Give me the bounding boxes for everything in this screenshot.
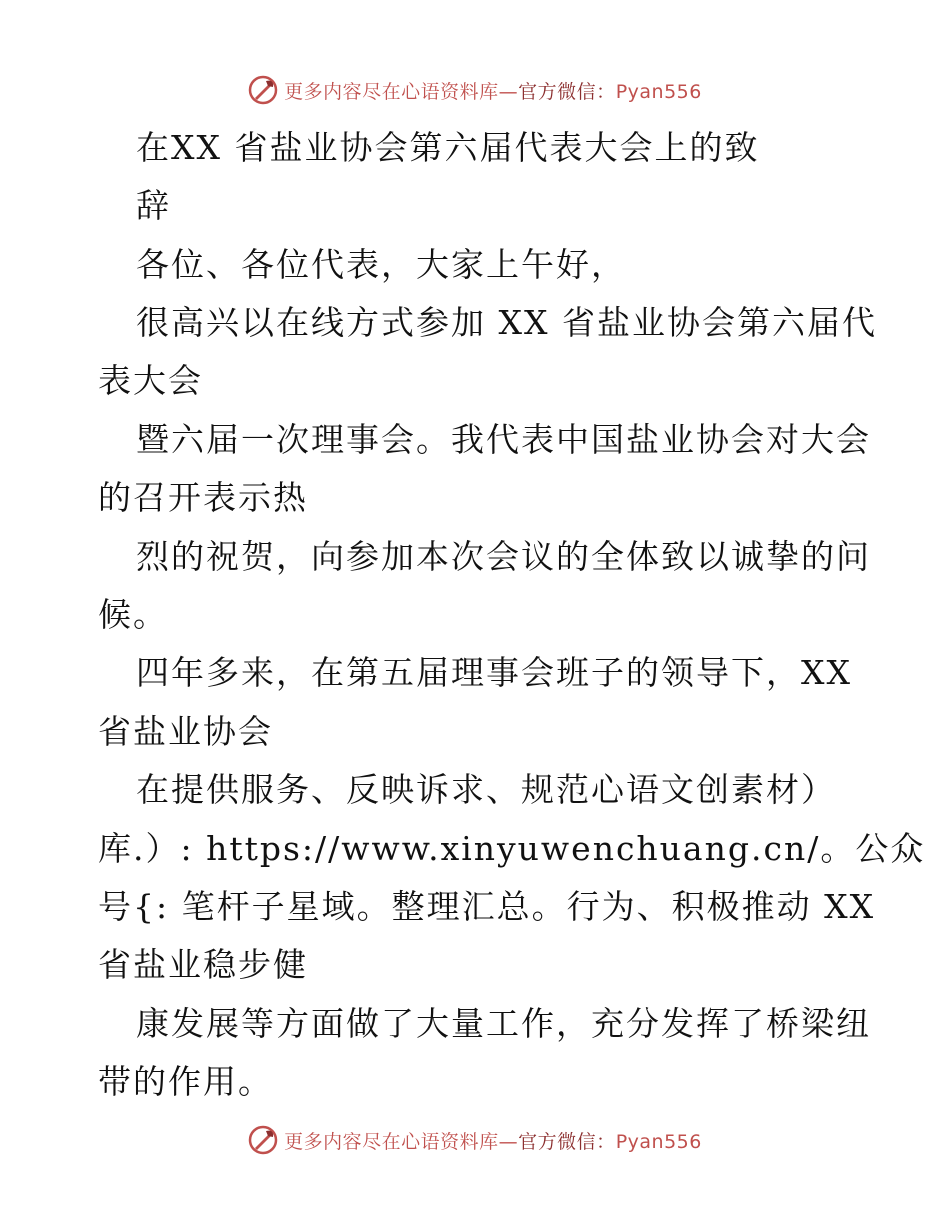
site-name: 更多内容尽在心语资料库— [284,80,519,103]
text-line: 很高兴以在线方式参加 XX 省盐业协会第六届代 [136,303,877,342]
text-line: 各位、各位代表，大家上午好， [136,245,626,284]
wechat-label: 官方微信： [518,1130,616,1153]
text-line: 暨六届一次理事会。我代表中国盐业协会对大会 [136,420,871,459]
footer-watermark-banner [0,1123,950,1157]
site-name: 更多内容尽在心语资料库— [284,1130,519,1153]
text-line: 四年多来，在第五届理事会班子的领导下，XX [136,653,852,692]
text-line: 省盐业协会 [98,712,273,751]
text-line: 辞 [136,186,171,225]
text-line: 库.）: https://www.xinyuwenchuang.cn/。公众 [98,829,926,868]
text-line: 候。 [98,595,168,634]
text-line: 康发展等方面做了大量工作，充分发挥了桥梁纽 [136,1004,871,1043]
text-line: 带的作用。 [98,1062,273,1101]
quill-logo-icon [248,1125,278,1155]
wechat-id: Pyan556 [615,1130,702,1153]
text-line: 在XX 省盐业协会第六届代表大会上的致 [136,128,760,167]
watermark-text [284,1127,702,1154]
text-line: 的召开表示热 [98,478,308,517]
text-line: 省盐业稳步健 [98,945,308,984]
text-line: 表大会 [98,361,203,400]
wechat-label: 官方微信： [518,80,616,103]
wechat-id: Pyan556 [615,80,702,103]
text-line: 号{: 笔杆子星域。整理汇总。行为、积极推动 XX [98,887,876,926]
text-line: 在提供服务、反映诉求、规范心语文创素材） [136,770,836,809]
text-line: 烈的祝贺，向参加本次会议的全体致以诚挚的问 [136,537,871,576]
